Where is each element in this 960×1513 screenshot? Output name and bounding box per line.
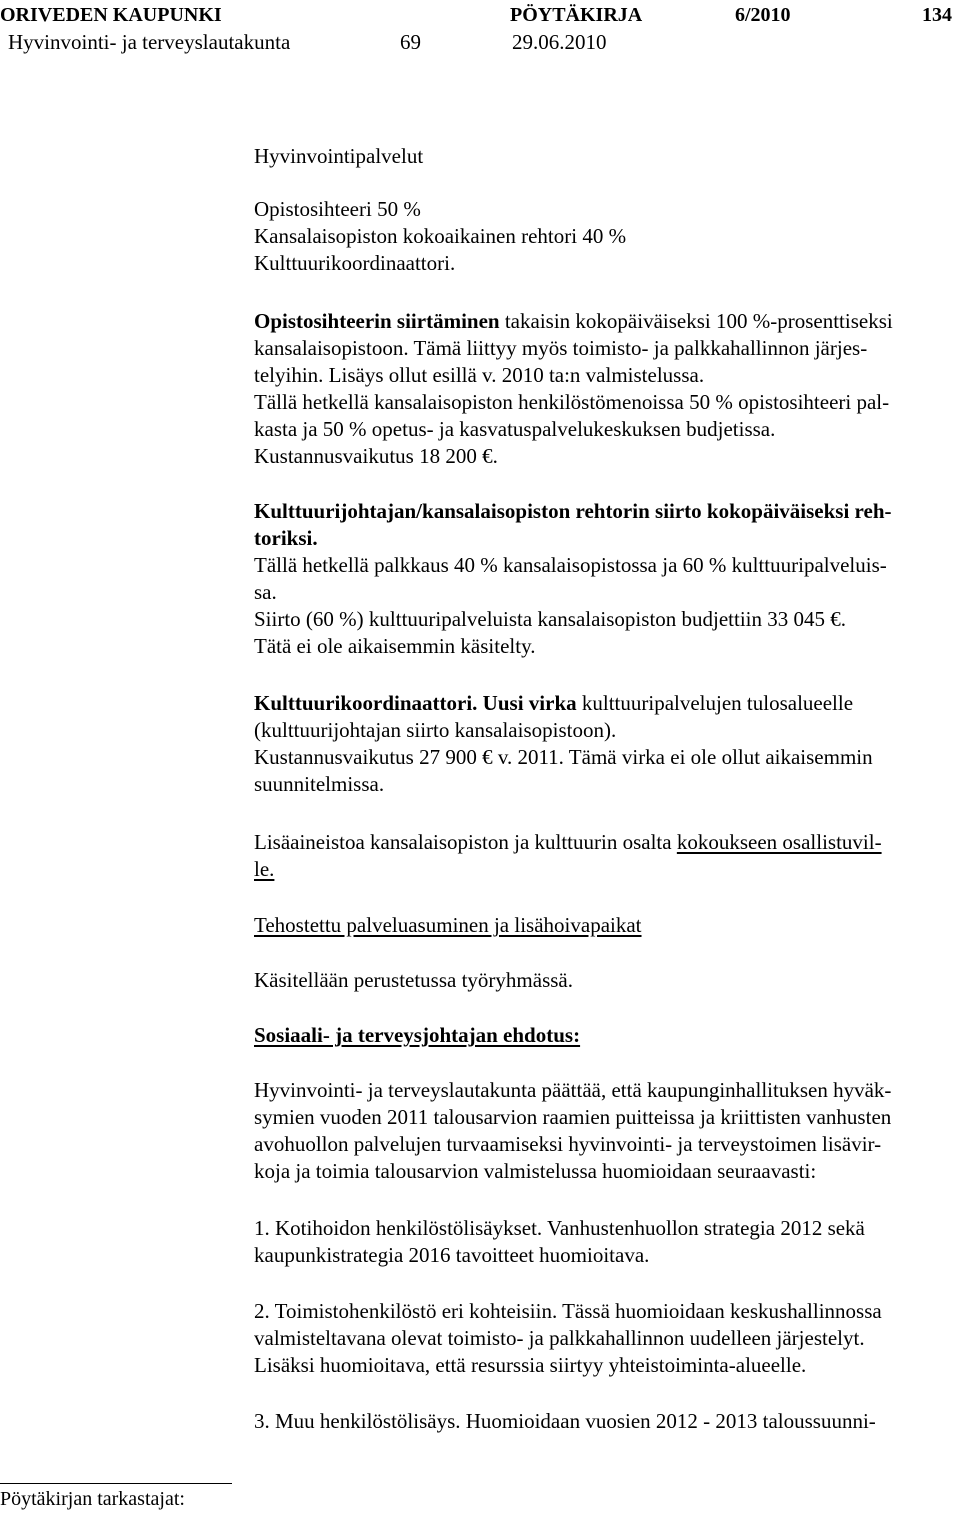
paragraph-line — [254, 690, 853, 717]
paragraph-line: kasta ja 50 % opetus- ja kasvatuspalvelukeskuksen budjetissa. — [254, 417, 776, 441]
paragraph-line: (kulttuurijohtajan siirto kansalaisopistoon). — [254, 718, 617, 742]
paragraph-line: Tätä ei ole aikaisemmin käsitelty. — [254, 634, 536, 658]
paragraph-line: Hyvinvointi- ja terveyslautakunta päättää, että kaupunginhallituksen hyväk- — [254, 1078, 892, 1102]
meeting-date: 29.06.2010 — [512, 30, 607, 54]
heading-hyvinvointipalvelut: Hyvinvointipalvelut — [254, 144, 424, 168]
paragraph-line: Tällä hetkellä palkkaus 40 % kansalaisopistossa ja 60 % kulttuuripalveluis- — [254, 553, 887, 577]
list-item: Kansalaisopiston kokoaikainen rehtori 40 % — [254, 224, 627, 248]
paragraph-line: koja ja toimia talousarvion valmistelussa huomioidaan seuraavasti: — [254, 1159, 817, 1183]
paragraph-line: telyihin. Lisäys ollut esillä v. 2010 ta:n valmistelussa. — [254, 363, 705, 387]
paragraph-line: kaupunkistrategia 2016 tavoitteet huomioitava. — [254, 1243, 650, 1267]
list-item: 1. Kotihoidon henkilöstölisäykset. Vanhustenhuollon strategia 2012 sekä — [254, 1216, 865, 1240]
board-name: Hyvinvointi- ja terveyslautakunta — [8, 30, 291, 54]
bold-heading-line: toriksi. — [254, 526, 318, 550]
paragraph-line: Kustannusvaikutus 18 200 €. — [254, 444, 498, 468]
list-item: 3. Muu henkilöstölisäys. Huomioidaan vuosien 2012 - 2013 taloussuunni- — [254, 1409, 876, 1433]
document-issue: 6/2010 — [735, 4, 791, 26]
proposal-heading: Sosiaali- ja terveysjohtajan ehdotus: — [254, 1023, 581, 1047]
document-type: PÖYTÄKIRJA — [510, 4, 643, 26]
list-item: 2. Toimistohenkilöstö eri kohteisiin. Tässä huomioidaan keskushallinnossa — [254, 1299, 882, 1323]
paragraph-line: avohuollon palvelujen turvaamiseksi hyvinvointi- ja terveystoimen lisävir- — [254, 1132, 882, 1156]
paragraph-line — [254, 308, 893, 335]
page-number: 134 — [922, 4, 952, 26]
paragraph-line: sa. — [254, 580, 277, 604]
paragraph-line — [254, 829, 882, 856]
footer-divider — [0, 1483, 232, 1484]
paragraph-line: Käsitellään perustetussa työryhmässä. — [254, 968, 573, 992]
bold-lead: Kulttuurikoordinaattori. Uusi virka — [254, 691, 577, 715]
section-number: 69 — [400, 30, 421, 54]
paragraph-line: kansalaisopistoon. Tämä liittyy myös toimisto- ja palkkahallinnon järjes- — [254, 336, 868, 360]
paragraph-line: Lisäksi huomioitava, että resurssia siirtyy yhteistoiminta-alueelle. — [254, 1353, 807, 1377]
line-text: takaisin kokopäiväiseksi 100 %-prosenttiseksi — [499, 309, 893, 333]
section-heading: Tehostettu palveluasuminen ja lisähoivapaikat — [254, 913, 642, 937]
line-text: Lisäaineistoa kansalaisopiston ja kulttuurin osalta — [254, 830, 677, 854]
underlined-text: kokoukseen osallistuvil- — [676, 830, 882, 854]
paragraph-line: Tällä hetkellä kansalaisopiston henkilöstömenoissa 50 % opistosihteeri pal- — [254, 390, 890, 414]
checkers-label: Pöytäkirjan tarkastajat: — [0, 1488, 185, 1510]
paragraph-line: valmisteltavana olevat toimisto- ja palkkahallinnon uudelleen järjestelyt. — [254, 1326, 865, 1350]
bold-heading-line: Kulttuurijohtajan/kansalaisopiston rehtorin siirto kokopäiväiseksi reh- — [254, 499, 892, 523]
list-item: Kulttuurikoordinaattori. — [254, 251, 456, 275]
bold-lead: Opistosihteerin siirtäminen — [254, 309, 500, 333]
paragraph-line: Kustannusvaikutus 27 900 € v. 2011. Tämä virka ei ole ollut aikaisemmin — [254, 745, 873, 769]
paragraph-line: symien vuoden 2011 talousarvion raamien puitteissa ja kriittisten vanhusten — [254, 1105, 892, 1129]
paragraph-line: suunnitelmissa. — [254, 772, 385, 796]
paragraph-line: Siirto (60 %) kulttuuripalveluista kansalaisopiston budjettiin 33 045 €. — [254, 607, 847, 631]
org-name: ORIVEDEN KAUPUNKI — [0, 4, 222, 26]
list-item: Opistosihteeri 50 % — [254, 197, 421, 221]
line-text: kulttuuripalvelujen tulosalueelle — [576, 691, 854, 715]
underlined-text: le. — [254, 857, 275, 881]
